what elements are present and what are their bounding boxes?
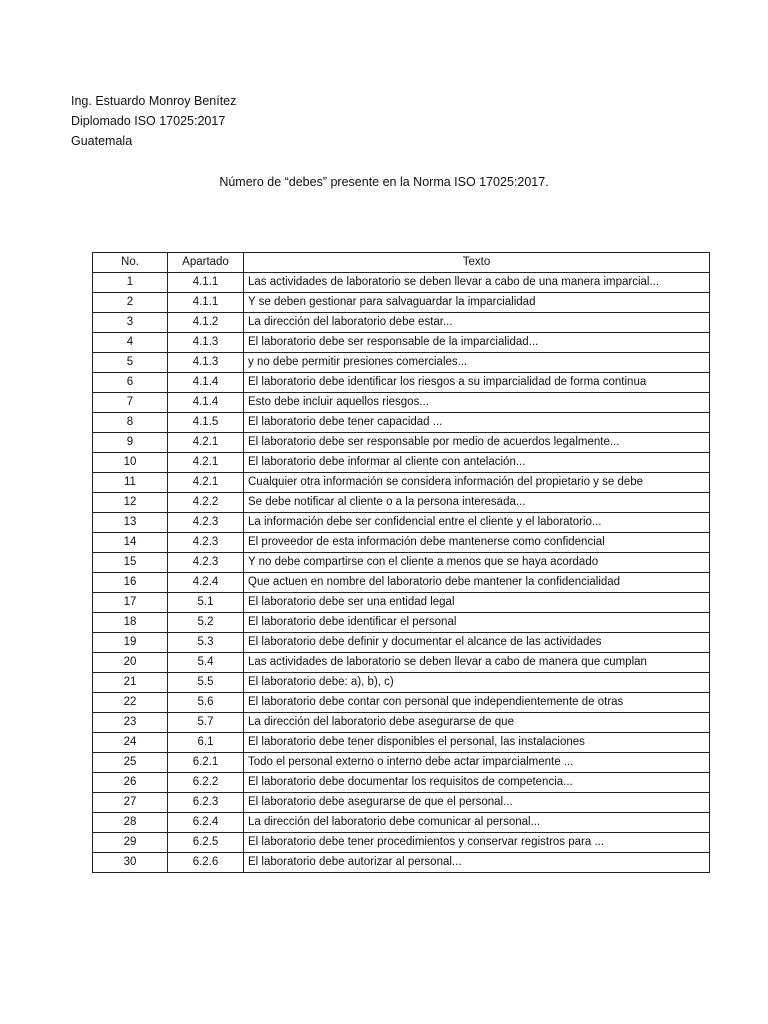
cell-apartado: 4.1.4 bbox=[168, 393, 244, 413]
cell-no: 4 bbox=[93, 333, 168, 353]
cell-no: 22 bbox=[93, 693, 168, 713]
table-row bbox=[93, 373, 710, 393]
cell-texto: El laboratorio debe tener capacidad ... bbox=[244, 413, 710, 433]
cell-apartado: 5.3 bbox=[168, 633, 244, 653]
table-row bbox=[93, 353, 710, 373]
cell-apartado: 6.1 bbox=[168, 733, 244, 753]
cell-no: 21 bbox=[93, 673, 168, 693]
cell-apartado: 4.2.4 bbox=[168, 573, 244, 593]
cell-no: 1 bbox=[93, 273, 168, 293]
cell-apartado: 4.1.3 bbox=[168, 333, 244, 353]
cell-apartado: 6.2.3 bbox=[168, 793, 244, 813]
cell-apartado: 4.2.1 bbox=[168, 433, 244, 453]
cell-texto: El laboratorio debe tener procedimientos y conservar registros para ... bbox=[244, 833, 710, 853]
table-row bbox=[93, 533, 710, 553]
cell-no: 14 bbox=[93, 533, 168, 553]
cell-no: 18 bbox=[93, 613, 168, 633]
cell-no: 8 bbox=[93, 413, 168, 433]
table-row bbox=[93, 613, 710, 633]
table-row bbox=[93, 413, 710, 433]
cell-texto: La dirección del laboratorio debe estar... bbox=[244, 313, 710, 333]
table-row bbox=[93, 713, 710, 733]
cell-no: 5 bbox=[93, 353, 168, 373]
country-name: Guatemala bbox=[71, 134, 133, 148]
cell-no: 16 bbox=[93, 573, 168, 593]
cell-no: 20 bbox=[93, 653, 168, 673]
cell-texto: El laboratorio debe autorizar al personal... bbox=[244, 853, 710, 873]
cell-texto: La dirección del laboratorio debe asegurarse de que bbox=[244, 713, 710, 733]
cell-texto: El laboratorio debe definir y documentar el alcance de las actividades bbox=[244, 633, 710, 653]
table-row bbox=[93, 653, 710, 673]
table-row bbox=[93, 693, 710, 713]
cell-texto: El laboratorio debe identificar los riesgos a su imparcialidad de forma continua bbox=[244, 373, 710, 393]
cell-texto: Y se deben gestionar para salvaguardar la imparcialidad bbox=[244, 293, 710, 313]
cell-no: 30 bbox=[93, 853, 168, 873]
cell-apartado: 4.2.3 bbox=[168, 553, 244, 573]
cell-texto: El laboratorio debe: a), b), c) bbox=[244, 673, 710, 693]
cell-no: 9 bbox=[93, 433, 168, 453]
cell-texto: Que actuen en nombre del laboratorio debe mantener la confidencialidad bbox=[244, 573, 710, 593]
cell-texto: El proveedor de esta información debe mantenerse como confidencial bbox=[244, 533, 710, 553]
cell-no: 23 bbox=[93, 713, 168, 733]
table-row bbox=[93, 313, 710, 333]
cell-texto: El laboratorio debe identificar el personal bbox=[244, 613, 710, 633]
cell-no: 13 bbox=[93, 513, 168, 533]
cell-apartado: 6.2.5 bbox=[168, 833, 244, 853]
cell-apartado: 5.5 bbox=[168, 673, 244, 693]
table-row bbox=[93, 553, 710, 573]
cell-apartado: 4.1.1 bbox=[168, 293, 244, 313]
cell-no: 12 bbox=[93, 493, 168, 513]
cell-no: 17 bbox=[93, 593, 168, 613]
cell-texto: Las actividades de laboratorio se deben llevar a cabo de una manera imparcial... bbox=[244, 273, 710, 293]
cell-no: 7 bbox=[93, 393, 168, 413]
table-row bbox=[93, 393, 710, 413]
table-row bbox=[93, 833, 710, 853]
table-row bbox=[93, 513, 710, 533]
cell-apartado: 6.2.1 bbox=[168, 753, 244, 773]
cell-no: 28 bbox=[93, 813, 168, 833]
cell-apartado: 5.6 bbox=[168, 693, 244, 713]
table-row bbox=[93, 433, 710, 453]
cell-apartado: 6.2.6 bbox=[168, 853, 244, 873]
table-row bbox=[93, 293, 710, 313]
table-row bbox=[93, 813, 710, 833]
cell-no: 15 bbox=[93, 553, 168, 573]
table-row bbox=[93, 733, 710, 753]
cell-apartado: 5.7 bbox=[168, 713, 244, 733]
table-row bbox=[93, 333, 710, 353]
cell-texto: El laboratorio debe documentar los requisitos de competencia... bbox=[244, 773, 710, 793]
cell-no: 11 bbox=[93, 473, 168, 493]
cell-texto: Las actividades de laboratorio se deben llevar a cabo de manera que cumplan bbox=[244, 653, 710, 673]
cell-texto: El laboratorio debe tener disponibles el personal, las instalaciones bbox=[244, 733, 710, 753]
cell-no: 25 bbox=[93, 753, 168, 773]
table-row bbox=[93, 633, 710, 653]
table-row bbox=[93, 773, 710, 793]
author-name: Ing. Estuardo Monroy Benítez bbox=[71, 94, 237, 108]
program-name: Diplomado ISO 17025:2017 bbox=[71, 114, 226, 128]
cell-no: 27 bbox=[93, 793, 168, 813]
cell-texto: Esto debe incluir aquellos riesgos... bbox=[244, 393, 710, 413]
cell-apartado: 4.2.1 bbox=[168, 473, 244, 493]
cell-texto: Y no debe compartirse con el cliente a menos que se haya acordado bbox=[244, 553, 710, 573]
table-row bbox=[93, 573, 710, 593]
cell-apartado: 4.2.1 bbox=[168, 453, 244, 473]
cell-texto: La información debe ser confidencial entre el cliente y el laboratorio... bbox=[244, 513, 710, 533]
cell-apartado: 4.1.2 bbox=[168, 313, 244, 333]
cell-apartado: 5.4 bbox=[168, 653, 244, 673]
cell-apartado: 4.2.3 bbox=[168, 513, 244, 533]
cell-apartado: 4.2.3 bbox=[168, 533, 244, 553]
table-row bbox=[93, 793, 710, 813]
cell-apartado: 5.2 bbox=[168, 613, 244, 633]
cell-apartado: 4.1.3 bbox=[168, 353, 244, 373]
cell-texto: El laboratorio debe asegurarse de que el personal... bbox=[244, 793, 710, 813]
table-header-row bbox=[93, 253, 710, 273]
debes-table bbox=[92, 252, 710, 873]
table-row bbox=[93, 753, 710, 773]
cell-texto: La dirección del laboratorio debe comunicar al personal... bbox=[244, 813, 710, 833]
cell-texto: El laboratorio debe ser responsable de la imparcialidad... bbox=[244, 333, 710, 353]
cell-apartado: 4.1.1 bbox=[168, 273, 244, 293]
cell-texto: y no debe permitir presiones comerciales... bbox=[244, 353, 710, 373]
column-header-apartado: Apartado bbox=[168, 253, 244, 273]
table-row bbox=[93, 473, 710, 493]
column-header-no: No. bbox=[93, 253, 168, 273]
cell-no: 24 bbox=[93, 733, 168, 753]
cell-texto: El laboratorio debe ser responsable por medio de acuerdos legalmente... bbox=[244, 433, 710, 453]
column-header-texto: Texto bbox=[244, 253, 710, 273]
cell-apartado: 5.1 bbox=[168, 593, 244, 613]
table-row bbox=[93, 493, 710, 513]
cell-no: 10 bbox=[93, 453, 168, 473]
cell-no: 6 bbox=[93, 373, 168, 393]
table-body bbox=[93, 273, 710, 873]
cell-texto: Cualquier otra información se considera información del propietario y se debe bbox=[244, 473, 710, 493]
cell-no: 29 bbox=[93, 833, 168, 853]
cell-apartado: 6.2.2 bbox=[168, 773, 244, 793]
cell-apartado: 4.1.5 bbox=[168, 413, 244, 433]
cell-no: 26 bbox=[93, 773, 168, 793]
cell-texto: El laboratorio debe ser una entidad legal bbox=[244, 593, 710, 613]
cell-texto: Todo el personal externo o interno debe actar imparcialmente ... bbox=[244, 753, 710, 773]
table-row bbox=[93, 273, 710, 293]
table-row bbox=[93, 673, 710, 693]
table-row bbox=[93, 593, 710, 613]
document-title: Número de “debes” presente en la Norma ISO 17025:2017. bbox=[219, 175, 549, 189]
table-row bbox=[93, 853, 710, 873]
cell-apartado: 4.2.2 bbox=[168, 493, 244, 513]
cell-apartado: 6.2.4 bbox=[168, 813, 244, 833]
cell-texto: Se debe notificar al cliente o a la persona interesada... bbox=[244, 493, 710, 513]
cell-no: 19 bbox=[93, 633, 168, 653]
cell-no: 3 bbox=[93, 313, 168, 333]
cell-texto: El laboratorio debe informar al cliente con antelación... bbox=[244, 453, 710, 473]
cell-no: 2 bbox=[93, 293, 168, 313]
table-row bbox=[93, 453, 710, 473]
cell-texto: El laboratorio debe contar con personal que independientemente de otras bbox=[244, 693, 710, 713]
document-header bbox=[71, 91, 236, 151]
cell-apartado: 4.1.4 bbox=[168, 373, 244, 393]
